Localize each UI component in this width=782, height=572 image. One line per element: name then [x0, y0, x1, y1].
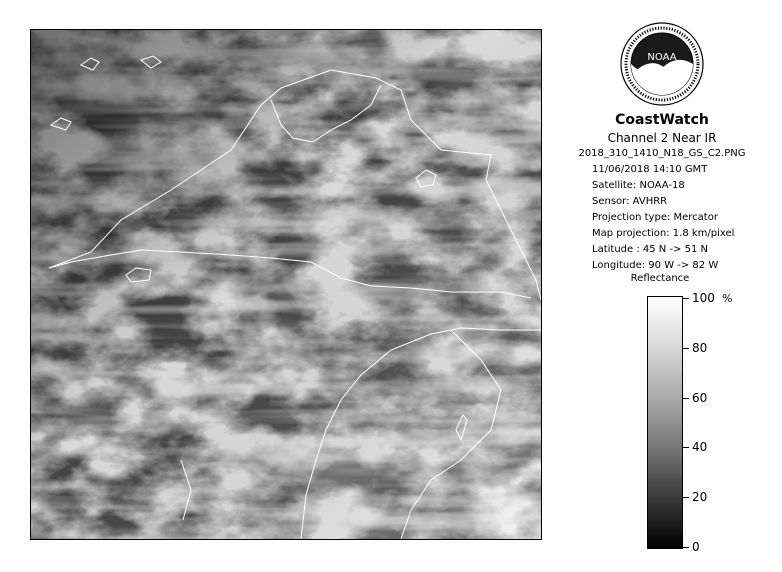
colorbar-tick-label: 80 [692, 340, 708, 355]
colorbar [647, 296, 683, 549]
satellite-info: Satellite: NOAA-18 [592, 180, 685, 191]
projection-type: Projection type: Mercator [592, 212, 718, 223]
date-time: 11/06/2018 14:10 GMT [592, 164, 708, 175]
colorbar-tick-label: 40 [692, 440, 708, 455]
satellite-image-svg [31, 30, 541, 539]
colorbar-tick-mark [683, 298, 689, 299]
noaa-logo-text: NOAA [647, 52, 677, 63]
colorbar-tick-label: 20 [692, 490, 708, 505]
colorbar-tick-mark [683, 398, 689, 399]
colorbar-tick-label: 0 [692, 540, 700, 554]
longitude-range: Longitude: 90 W -> 82 W [592, 260, 719, 271]
panel-subtitle: Channel 2 Near IR [607, 131, 717, 145]
colorbar-tick-mark [683, 447, 689, 448]
colorbar-tick-label: 100 [692, 291, 715, 305]
map-projection: Map projection: 1.8 km/pixel [592, 228, 735, 239]
noaa-logo-icon [620, 22, 704, 106]
satellite-image [30, 29, 542, 540]
colorbar-tick-mark [683, 348, 689, 349]
colorbar-tick-mark [683, 547, 689, 548]
latitude-range: Latitude : 45 N -> 51 N [592, 244, 708, 255]
colorbar-label: Reflectance [630, 273, 690, 284]
colorbar-tick-label: 60 [692, 390, 708, 405]
colorbar-tick-mark [683, 497, 689, 498]
image-filename: 2018_310_1410_N18_GS_C2.PNG [578, 148, 746, 159]
panel-title: CoastWatch [615, 112, 709, 128]
colorbar-unit: % [722, 292, 733, 305]
sensor-info: Sensor: AVHRR [592, 196, 668, 207]
